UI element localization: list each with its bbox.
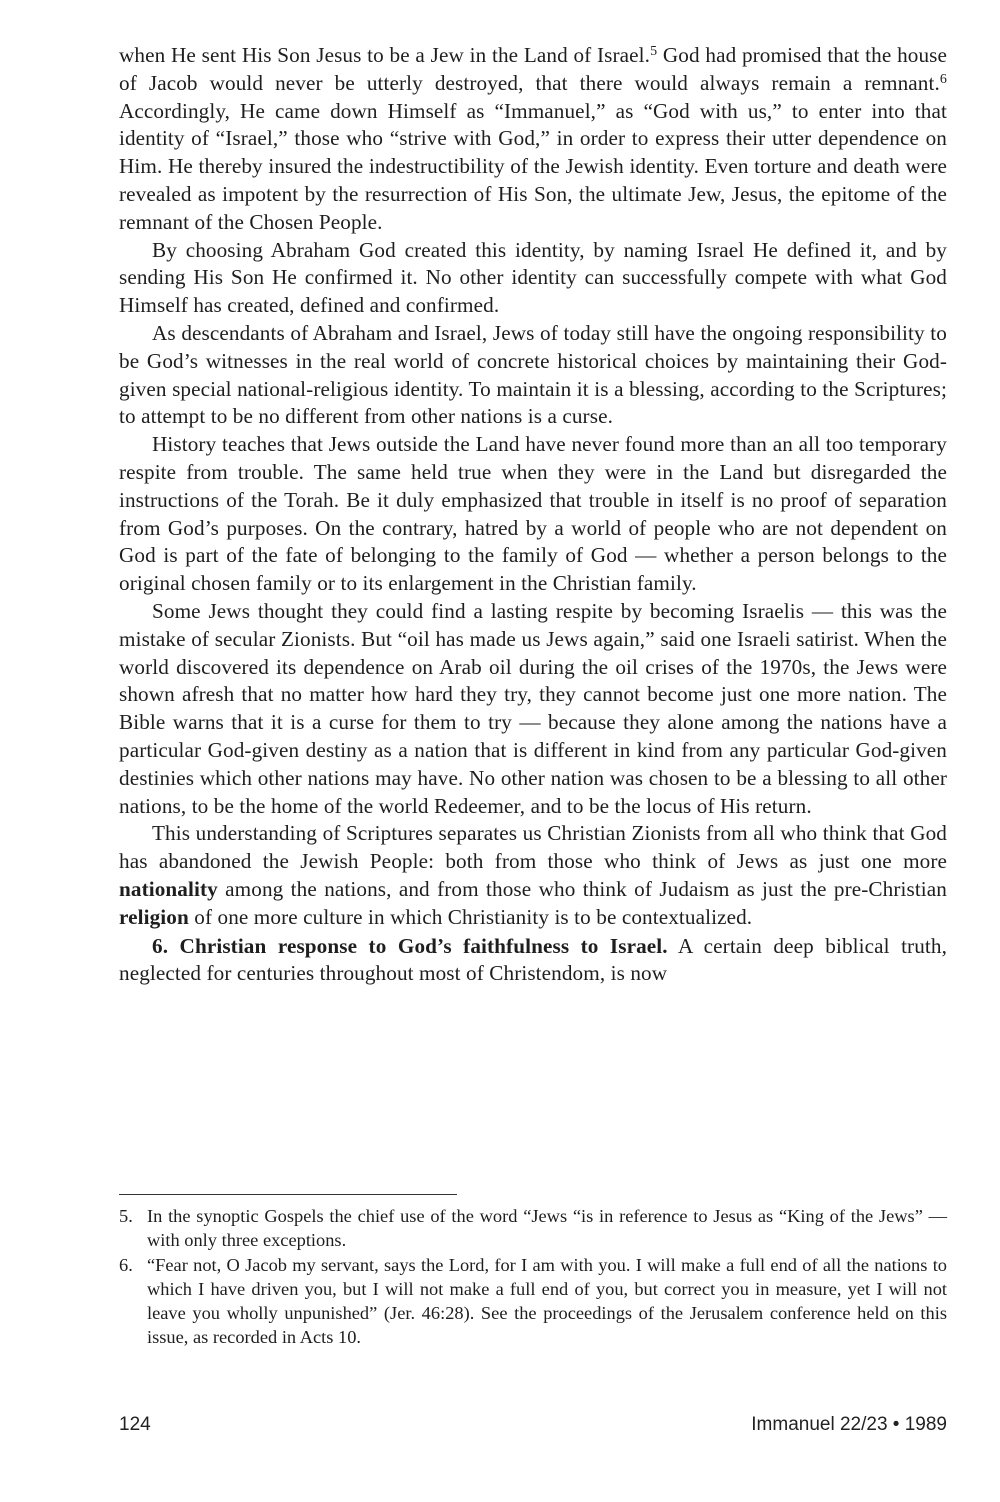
paragraph: History teaches that Jews outside the Land have never found more than an all too temporary respite from trouble. The same held true when they were in the Land but disregarded the instructions of the Torah. Be it duly emphasized that trouble in itself is no proof of separation from God’s purposes. On the contrary, hatred by a world of people who are not dependent on God is part of the fate of belonging to the family of God — whether a person belongs to the original chosen family or to its enlargement in the Christian family. — [119, 432, 947, 596]
body-text — [119, 42, 947, 988]
footnote-divider — [119, 1194, 457, 1195]
page-footer — [119, 1414, 947, 1436]
section-heading-paragraph: 6. Christian response to God’s faithfulness to Israel. A certain deep biblical truth, neglected for centuries throughout most of Christendom, is now — [119, 933, 947, 986]
footnote-number: 5. — [119, 1206, 133, 1226]
paragraph: As descendants of Abraham and Israel, Jews of today still have the ongoing responsibility to be God’s witnesses in the real world of concrete historical choices by maintaining their God-given special national-religious identity. To maintain it is a blessing, according to the Scriptures; to attempt to be no different from other nations is a curse. — [119, 320, 947, 429]
footnotes — [119, 1204, 947, 1350]
emphasized-term: religion — [119, 904, 189, 929]
journal-citation: Immanuel 22/23 • 1989 — [751, 1414, 947, 1435]
footnote-text: “Fear not, O Jacob my servant, says the Lord, for I am with you. I will make a full end of all the nations to which I have driven you, but I will not make a full end of you, but correct you in measure, yet I will not leave you wholly unpunished” (Jer. 46:28). See the proceedings of the Jerusalem conference held on this issue, as recorded in Acts 10. — [147, 1254, 947, 1348]
paragraph: By choosing Abraham God created this identity, by naming Israel He defined it, and by sending His Son He confirmed it. No other identity can successfully compete with what God Himself has created, defined and confirmed. — [119, 237, 947, 318]
footnote-5 — [119, 1204, 947, 1253]
footnote-reference: 6 — [939, 71, 947, 87]
paragraph: This understanding of Scriptures separates us Christian Zionists from all who think that God has abandoned the Jewish People: both from those who think of Jews as just one more nationality among the nations, and from those who think of Judaism as just the pre-Christian religion of one more culture in which Christianity is to be contextualized. — [119, 821, 947, 929]
page-number: 124 — [119, 1414, 151, 1435]
footnote-reference: 5 — [650, 44, 658, 59]
footnote-6 — [119, 1253, 947, 1350]
paragraph: when He sent His Son Jesus to be a Jew in the Land of Israel.$^5$ God had promised that the house of Jacob would never be utterly destroyed, that there would always remain a remnant.$^6$ Accordingly, He came down Himself as “Immanuel,” as “God with us,” to enter into that identity of “Israel,” those who “strive with God,” in order to express their utter dependence on Him. He thereby insured the indestructibility of the Jewish identity. Even torture and death were revealed as impotent by the resurrection of His Son, the ultimate Jew, Jesus, the epitome of the remnant of the Chosen People. — [119, 43, 947, 234]
emphasized-term: nationality — [119, 876, 218, 901]
footnote-number: 6. — [119, 1254, 133, 1275]
footnote-text: In the synoptic Gospels the chief use of the word “Jews “is in reference to Jesus as “King of the Jews” — with only three exceptions. — [147, 1206, 947, 1251]
paragraph: Some Jews thought they could find a lasting respite by becoming Israelis — this was the mistake of secular Zionists. But “oil has made us Jews again,” said one Israeli satirist. When the world discovered its dependence on Arab oil during the oil crises of the 1970s, the Jews were shown afresh that no matter how hard they try, they cannot become just one more nation. The Bible warns that it is a curse for them to try — because they alone among the nations have a particular God-given destiny as a nation that is different in kind from any particular God-given destinies which other nations may have. No other nation was chosen to be a blessing to all other nations, to be the home of the world Redeemer, and to be the locus of His return. — [119, 598, 947, 818]
section-heading: 6. Christian response to God’s faithfulness to Israel. — [152, 933, 668, 958]
